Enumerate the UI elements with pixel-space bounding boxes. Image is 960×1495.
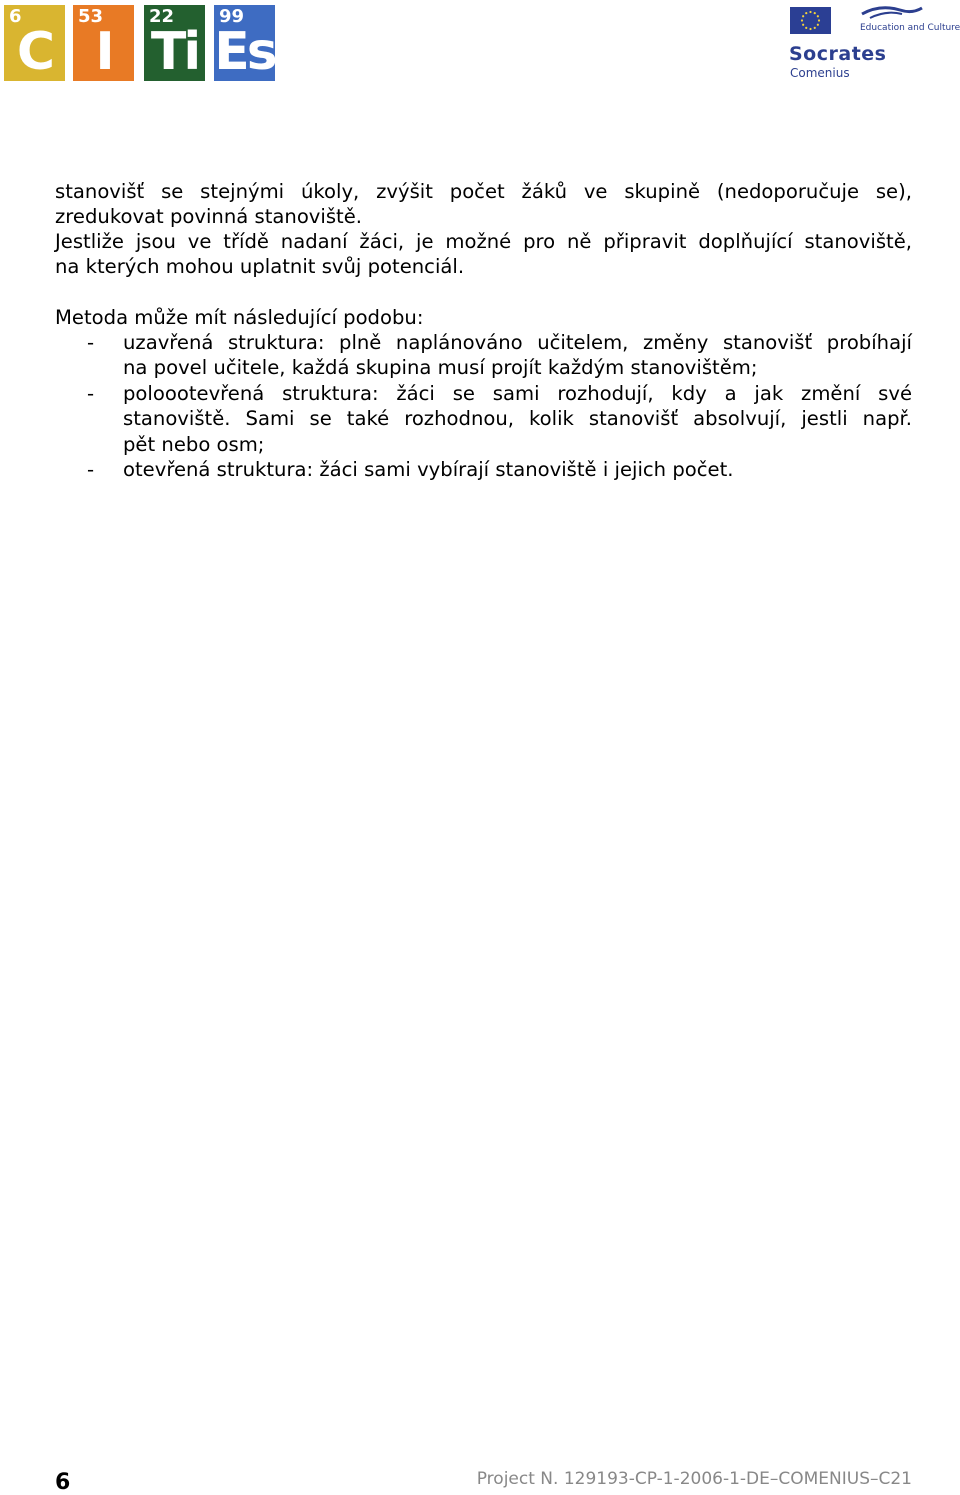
paragraph-line: zredukovat povinná stanoviště.	[55, 205, 363, 228]
paragraph-line: na kterých mohou uplatnit svůj potenciál.	[55, 255, 465, 278]
logo-tile-i	[73, 5, 134, 81]
logo-tile-symbol: C	[16, 22, 53, 82]
project-reference: Project N. 129193-CP-1-2006-1-DE–COMENIUS–C21	[476, 1469, 912, 1489]
logo-tile-symbol: Ti	[150, 22, 199, 82]
comenius-label: Comenius	[790, 66, 850, 80]
list-item-line: na povel učitele, každá skupina musí projít každým stanovištěm;	[123, 356, 758, 379]
list-bullet: -	[87, 331, 95, 354]
logo-tile-es	[214, 5, 275, 81]
education-culture-label: Education and Culture	[860, 23, 960, 33]
logo-tile-symbol: I	[95, 22, 112, 82]
list-item-line: otevřená struktura: žáci sami vybírají stanoviště i jejich počet.	[123, 458, 734, 481]
list-bullet: -	[87, 458, 95, 481]
list-item-line: stanoviště. Sami se také rozhodnou, kolik stanovišť absolvují, jestli např.	[123, 407, 912, 430]
paragraph-line: Jestliže jsou ve třídě nadaní žáci, je možné pro ně připravit doplňující stanoviště,	[55, 230, 912, 253]
logo-tile-c	[4, 5, 65, 81]
eu-flag-icon	[790, 7, 831, 34]
method-intro: Metoda může mít následující podobu:	[55, 306, 424, 329]
logo-tile-symbol: Es	[214, 22, 275, 82]
logo-tile-ti	[144, 5, 205, 81]
logo-tile-number: 53	[78, 6, 104, 27]
paragraph-line: stanovišť se stejnými úkoly, zvýšit počet žáků ve skupině (nedoporučuje se),	[55, 180, 912, 203]
list-bullet: -	[87, 382, 95, 405]
education-culture-swoosh-icon	[860, 4, 924, 22]
list-item-line: poloootevřená struktura: žáci se sami rozhodují, kdy a jak změní své	[123, 382, 912, 405]
page-number: 6	[55, 1470, 71, 1495]
logo-tile-number: 99	[219, 6, 245, 27]
logo-tile-number: 22	[149, 6, 175, 27]
logo-tile-number: 6	[9, 6, 22, 27]
list-item-line: uzavřená struktura: plně naplánováno učitelem, změny stanovišť probíhají	[123, 331, 912, 354]
list-item-line: pět nebo osm;	[123, 433, 265, 456]
socrates-label: Socrates	[789, 43, 887, 65]
